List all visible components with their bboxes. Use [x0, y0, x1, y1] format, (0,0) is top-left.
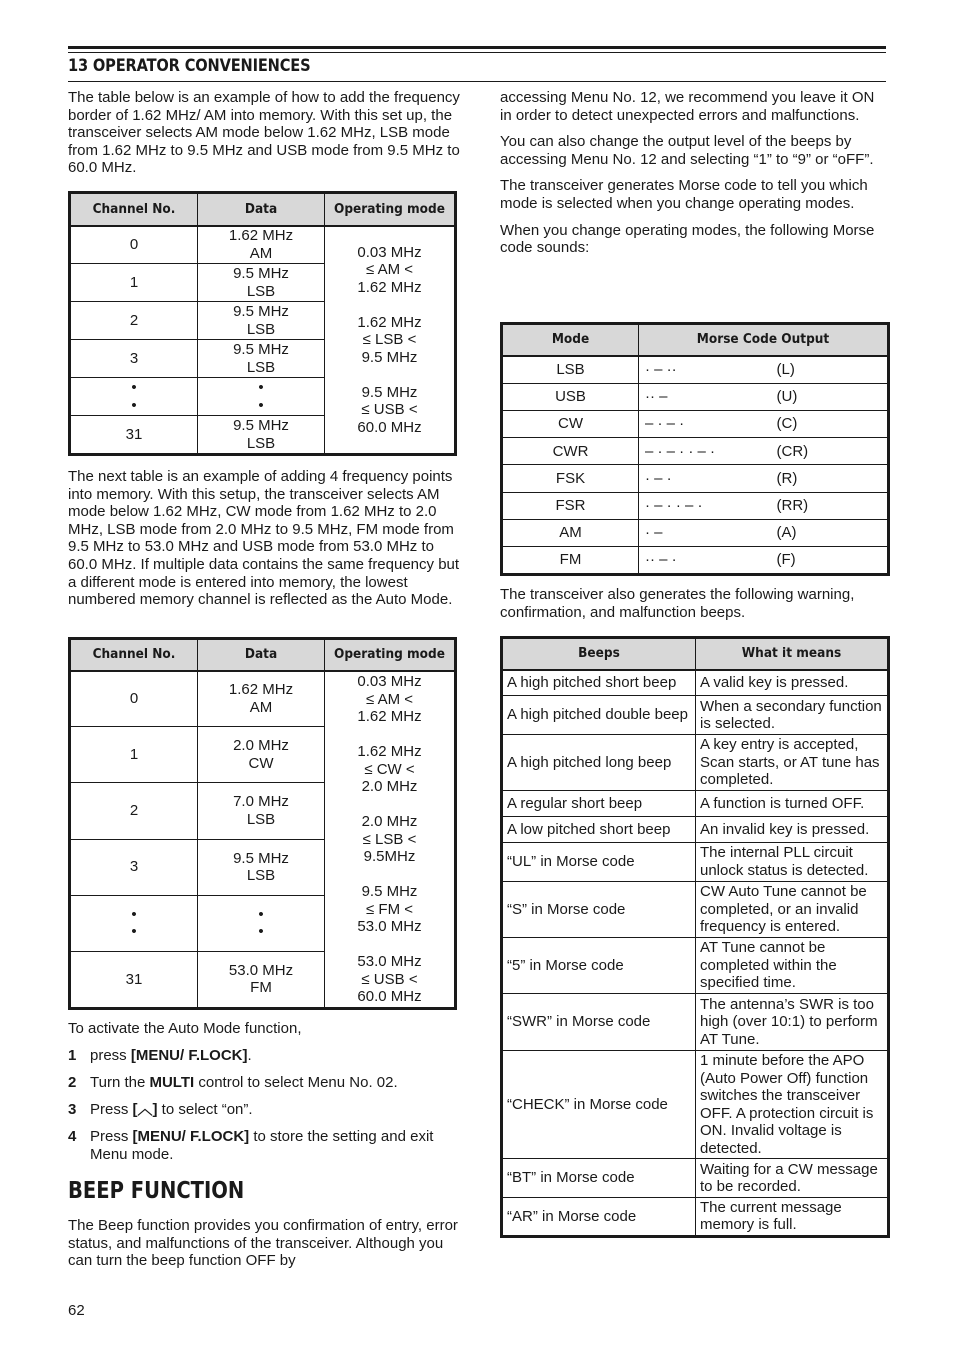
header-rule-thin [68, 52, 886, 53]
steps-list [68, 1047, 460, 1173]
table-row: 31 53.0 MHz FM [71, 951, 455, 1007]
table-row: CW – · – · (C) [503, 411, 888, 438]
table-row: 2 9.5 MHz LSB [71, 302, 455, 340]
table-row: 3 9.5 MHz LSB [71, 839, 455, 895]
table-row: FSK · – · (R) [503, 465, 888, 492]
header-rule-thick [68, 46, 886, 49]
table-row: “5” in Morse code AT Tune cannot be completed within the specified time. [503, 937, 888, 993]
beeps-intro: The transceiver also generates the following warning, confirmation, and malfunction beeps. [500, 586, 855, 621]
morse-table: Mode Morse Code Output LSB · – ·· (L) USB ·· – (U) CW – · – · (C) CWR – · – · · – · (CR) FSK · – · (R) FSR · – · · – · (RR) AM · – (A) FM ·· – · (F) [500, 322, 890, 576]
table-row: • • • • [71, 378, 455, 416]
beep-function-heading: BEEP FUNCTION [68, 1178, 245, 1204]
table-row: A regular short beep A function is turned OFF. [503, 791, 888, 817]
table-row: 1 2.0 MHz CW [71, 727, 455, 783]
table-row: 1 9.5 MHz LSB [71, 264, 455, 302]
page-number: 62 [68, 1302, 85, 1319]
memory-table-2: Channel No. Data Operating mode 0 1.62 MHz AM 0.03 MHz ≤ AM < 1.62 MHz 1.62 MHz ≤ CW < 2.0 MHz 2.0 MHz ≤ LSB < 9.5MHz 9.5 MHz ≤ FM < 53.0 MHz 53.0 MHz ≤ USB < 60.0 MHz 1 2.0 MHz CW 2 7.0 MHz LSB 3 9.5 MHz LSB • • • • 31 53.0 MHz FM [68, 637, 457, 1010]
table-row: FSR · – · · – · (RR) [503, 492, 888, 519]
intro-paragraph: The table below is an example of how to add the frequency border of 1.62 MHz/ AM into memory. With this set up, the transceiver selects AM mode below 1.62 MHz, LSB mode from 1.62 MHz to 9.5 MHz and USB mode from 9.5 MHz to 60.0 MHz. [68, 89, 460, 177]
mode-range-cell: 0.03 MHz ≤ AM < 1.62 MHz 1.62 MHz ≤ LSB < 9.5 MHz 9.5 MHz ≤ USB < 60.0 MHz [325, 226, 455, 454]
second-paragraph: The next table is an example of adding 4 frequency points into memory. With this setup, the transceiver selects AM mode below 1.62 MHz, CW mode from 1.62 MHz to 2.0 MHz, LSB mode from 2.0 MHz to 9.5 MHz, FM mode from 9.5 MHz to 53.0 MHz and USB mode from 53.0 MHz to 60.0 MHz. If multiple data contains the same frequency but a different mode is entered into memory, the lowest numbered memory channel is reflected as the Auto Mode. [68, 468, 460, 609]
list-item: 1 press [MENU/ F.LOCK]. [68, 1047, 252, 1064]
table-row: “CHECK” in Morse code 1 minute before the APO (Auto Power Off) function switches the transceiver OFF. A protection circuit is ON. Invalid voltage is detected. [503, 1050, 888, 1159]
mode-range-cell: 0.03 MHz ≤ AM < 1.62 MHz 1.62 MHz ≤ CW < 2.0 MHz 2.0 MHz ≤ LSB < 9.5MHz 9.5 MHz ≤ FM < 53.0 MHz 53.0 MHz ≤ USB < 60.0 MHz [325, 671, 455, 1008]
table-row: 3 9.5 MHz LSB [71, 340, 455, 378]
beep-paragraph: The Beep function provides you confirmation of entry, error status, and malfunctions of the transceiver. Although you can turn the beep function OFF by [68, 1217, 458, 1270]
list-item: 3 Press [︿] to select “on”. [68, 1101, 253, 1119]
table-row: LSB · – ·· (L) [503, 356, 888, 384]
table-row: • • • • [71, 895, 455, 951]
table-row: 2 7.0 MHz LSB [71, 783, 455, 839]
table-row: 31 9.5 MHz LSB [71, 416, 455, 454]
th-data: Data [198, 194, 325, 226]
table-row: “BT” in Morse code Waiting for a CW message to be recorded. [503, 1159, 888, 1197]
table-row: “AR” in Morse code The current message memory is full. [503, 1197, 888, 1235]
table-row: 0 1.62 MHz AM 0.03 MHz ≤ AM < 1.62 MHz 1.62 MHz ≤ LSB < 9.5 MHz 9.5 MHz ≤ USB < 60.0 MHz [71, 226, 455, 264]
table-row: A low pitched short beep An invalid key is pressed. [503, 817, 888, 843]
table-row: AM · – (A) [503, 519, 888, 546]
table-row: FM ·· – · (F) [503, 546, 888, 573]
memory-table-1 [68, 191, 457, 456]
table-row: USB ·· – (U) [503, 383, 888, 410]
list-item: 4 Press [MENU/ F.LOCK] to store the setting and exit Menu mode. [68, 1128, 434, 1163]
table-row: A high pitched short beep A valid key is pressed. [503, 670, 888, 696]
table-row: CWR – · – · · – · (CR) [503, 438, 888, 465]
table-row: “S” in Morse code CW Auto Tune cannot be completed, or an invalid frequency is entered. [503, 881, 888, 937]
table-row: “SWR” in Morse code The antenna’s SWR is too high (over 10:1) to perform AT Tune. [503, 994, 888, 1050]
section-title: 13 OPERATOR CONVENIENCES [68, 56, 311, 76]
table-row: A high pitched double beep When a secondary function is selected. [503, 696, 888, 734]
activate-text: To activate the Auto Mode function, [68, 1020, 302, 1037]
list-item: 2 Turn the MULTI control to select Menu No. 02. [68, 1074, 398, 1092]
table-row: 0 1.62 MHz AM 0.03 MHz ≤ AM < 1.62 MHz 1.62 MHz ≤ CW < 2.0 MHz 2.0 MHz ≤ LSB < 9.5MHz 9.5 MHz ≤ FM < 53.0 MHz 53.0 MHz ≤ USB < 60.0 MHz [71, 671, 455, 727]
beeps-table: Beeps What it means A high pitched short beep A valid key is pressed. A high pitched double beep When a secondary function is selected. A high pitched long beep A key entry is accepted, Scan starts, or AT tune has completed. A regular short beep A function is turned OFF. A low pitched short beep An invalid key is pressed. “UL” in Morse code The internal PLL circuit unlock status is detected. “S” in Morse code CW Auto Tune cannot be completed, or an invalid frequency is entered. “5” in Morse code AT Tune cannot be completed within the specified time. “SWR” in Morse code The antenna’s SWR is too high (over 10:1) to perform AT Tune. “CHECK” in Morse code 1 minute before the APO (Auto Power Off) function switches the transceiver OFF. A protection circuit is ON. Invalid voltage is detected. “BT” in Morse code Waiting for a CW message to be recorded. “AR” in Morse code The current message memory is full. [500, 636, 890, 1238]
th-channel: Channel No. [71, 194, 198, 226]
section-rule [68, 81, 886, 82]
right-text: accessing Menu No. 12, we recommend you leave it ON in order to detect unexpected errors and malfunctions. You can also change the output level of the beeps by accessing Menu No. 12 and selecting “1” to “9” or “oFF”. The transceiver generates Morse code to tell you which mode is selected when you change operating modes. When you change operating modes, the following Morse code sounds: [500, 89, 875, 257]
table-row: A high pitched long beep A key entry is accepted, Scan starts, or AT tune has completed. [503, 734, 888, 790]
table-row: “UL” in Morse code The internal PLL circuit unlock status is detected. [503, 843, 888, 881]
left-para2 [68, 468, 460, 609]
left-intro [68, 89, 460, 177]
th-mode: Operating mode [325, 194, 455, 226]
